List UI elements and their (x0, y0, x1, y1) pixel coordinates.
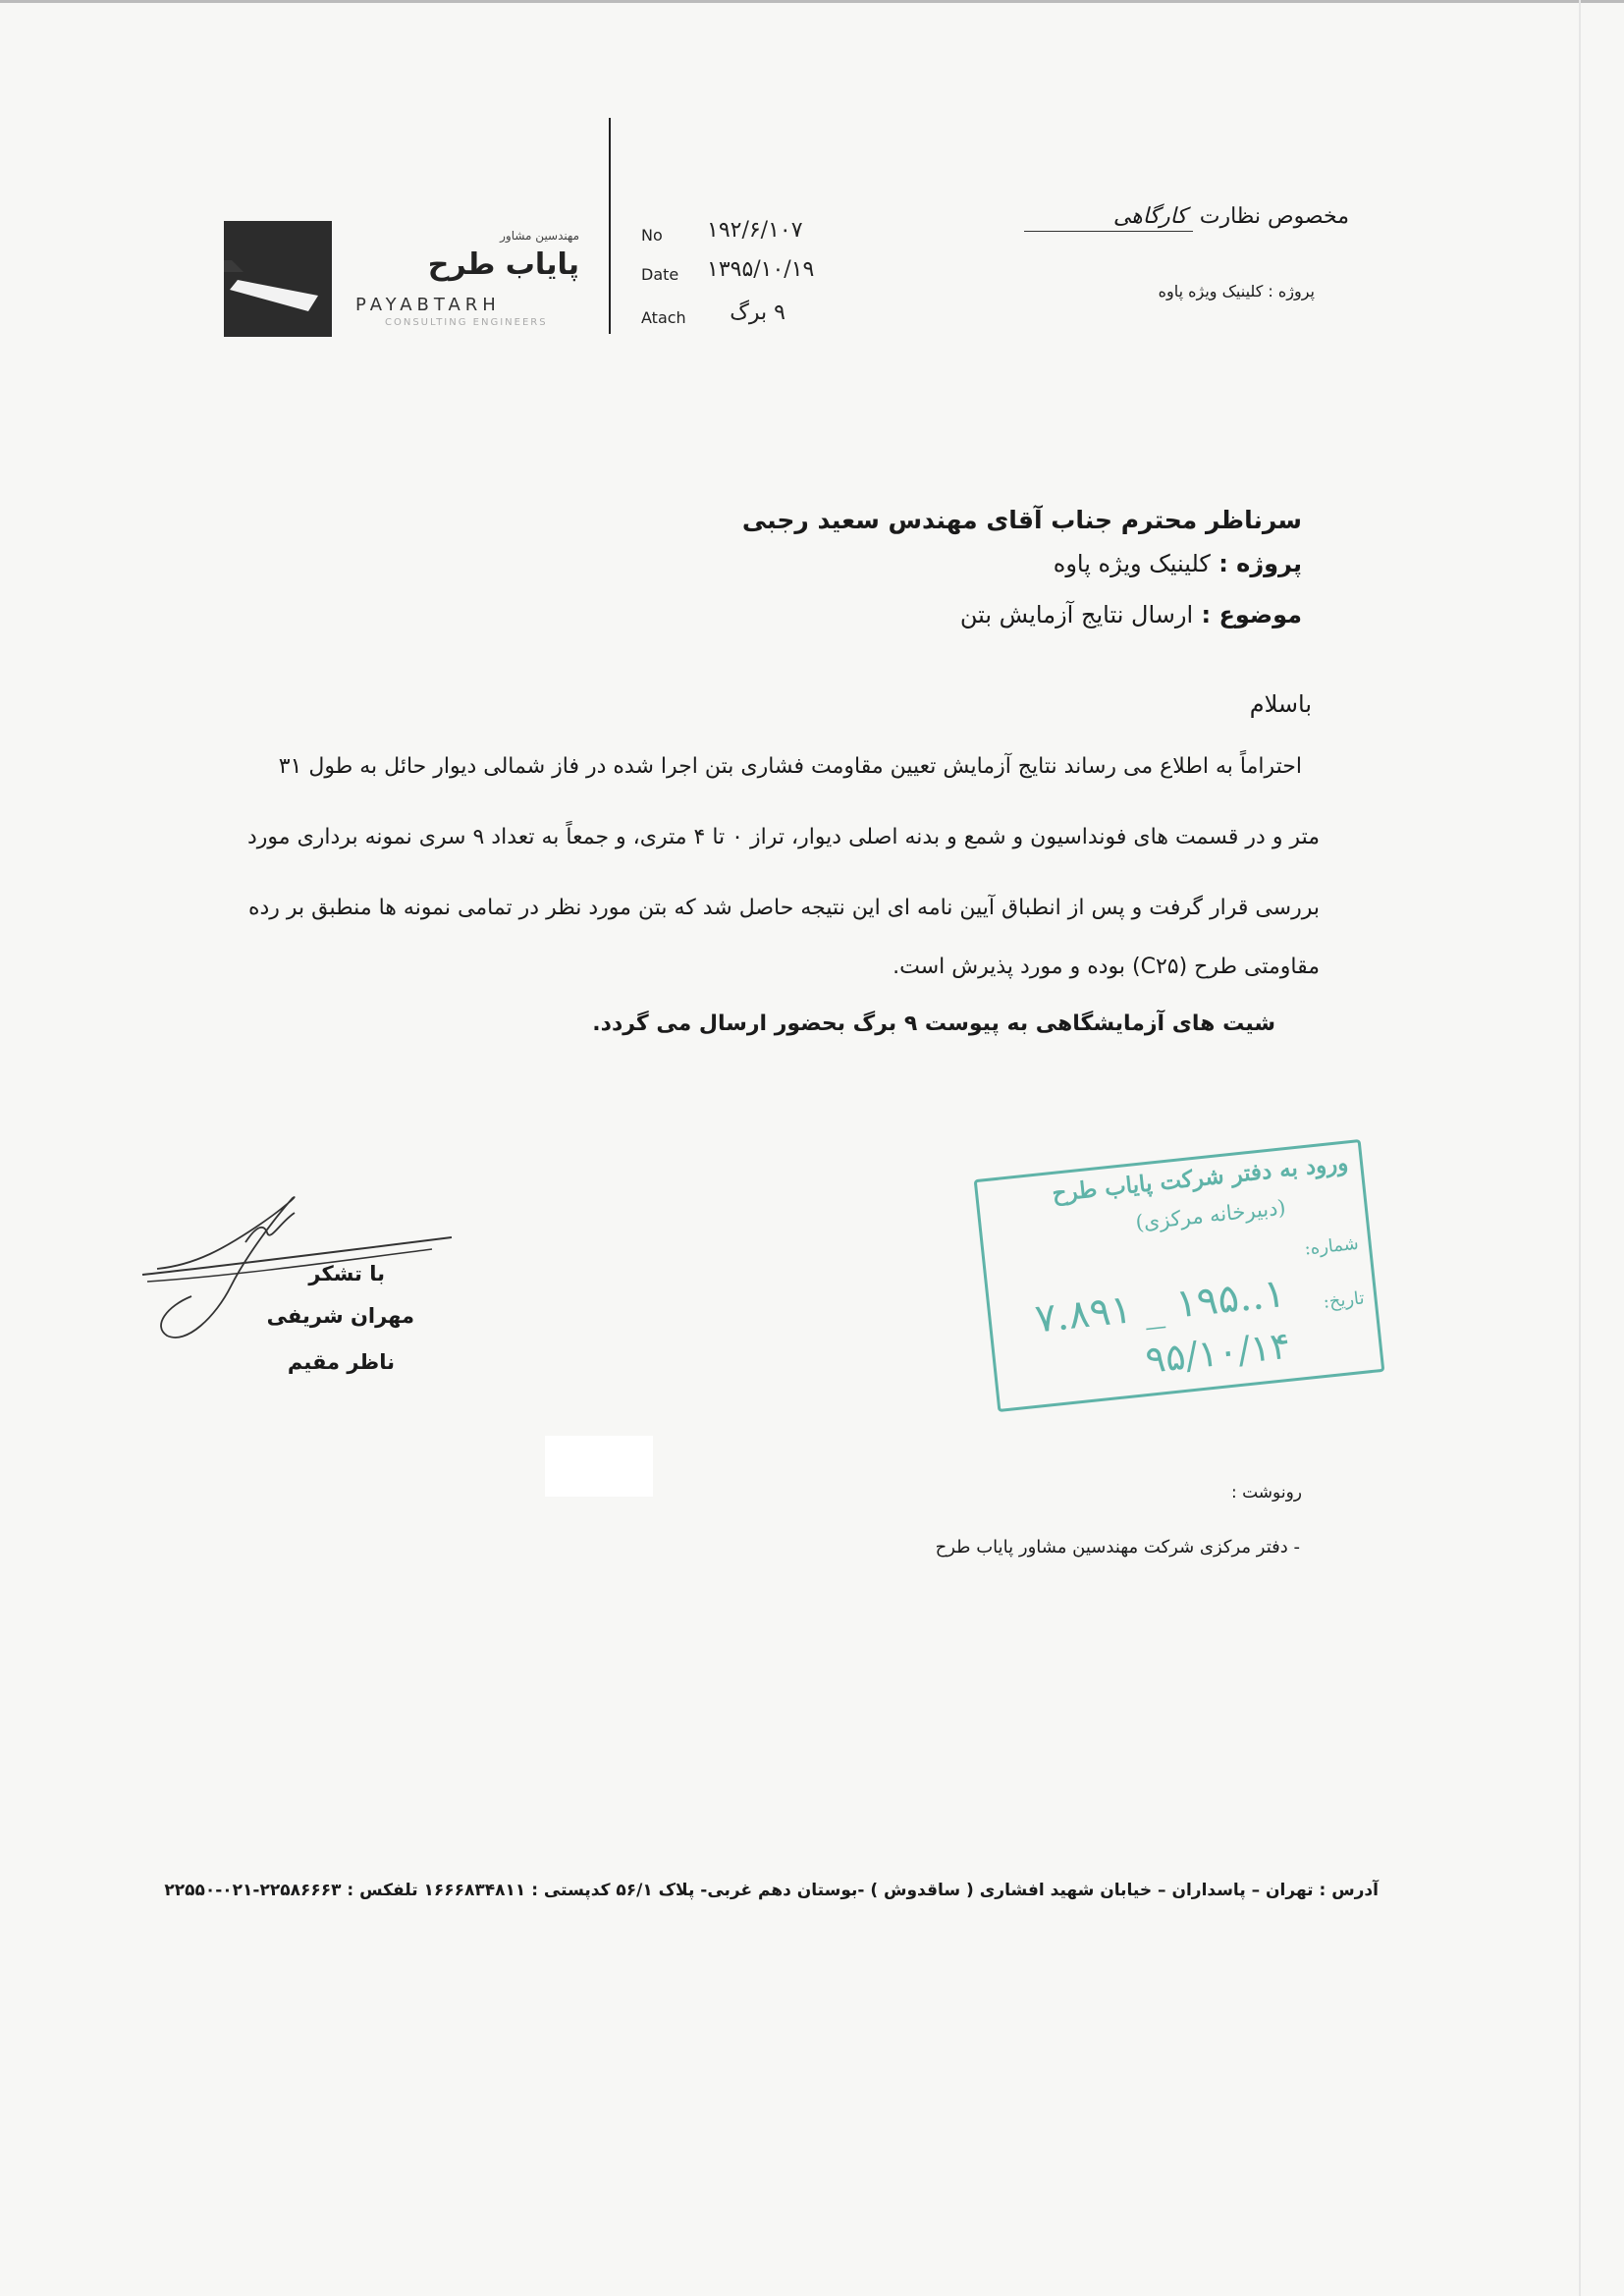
project-label: پروژه : (1218, 550, 1302, 577)
stamp-date-label: تاریخ: (1322, 1287, 1366, 1313)
stamp-line-2: (دبیرخانه مرکزی) (1134, 1195, 1287, 1235)
right-edge-line (1579, 0, 1581, 2296)
logo-firm-english: PAYABTARH (355, 295, 501, 315)
meta-date-label: Date (641, 265, 679, 284)
footer-address: آدرس : تهران – پاسداران – خیابان شهید افشاری ( ساقدوش ) -بوستان دهم غربی- پلاک ۵۶/۱ کدپستی : ۱۶۶۶۸۳۴۸۱۱ تلفکس : ۲۲۵۸۶۶۶۳-۰۲۱-۲۲۵۵۰ (164, 1881, 1379, 1900)
signer-name: مهران شریفی (266, 1304, 414, 1328)
header-title-prefix: مخصوص نظارت (1199, 204, 1349, 229)
header-title (1022, 204, 1349, 232)
logo-firm-persian: پایاب طرح (427, 247, 579, 282)
header-project: پروژه : کلینیک ویژه پاوه (1158, 282, 1315, 301)
meta-date-value: ۱۳۹۵/۱۰/۱۹ (707, 257, 815, 282)
project-value: کلینیک ویژه پاوه (1053, 550, 1211, 577)
body-line-2: متر و در قسمت های فونداسیون و شمع و بدنه اصلی دیوار، تراز ۰ تا ۴ متری، و جمعاً به تعداد ۹ سری نمونه برداری مورد (247, 825, 1320, 849)
stamp-line-1: ورود به دفتر شرکت پایاب طرح (1051, 1149, 1350, 1207)
subject-line (960, 601, 1302, 629)
header-title-handwritten: کارگاهی (1024, 204, 1193, 232)
stamp-date-value: ۹۵/۱۰/۱۴ (1143, 1323, 1293, 1382)
stamp-number-value: ۱..۱۹۵ _ ۷.۸۹۱ (1032, 1270, 1287, 1342)
attachment-line: شیت های آزمایشگاهی به پیوست ۹ برگ بحضور ارسال می گردد. (592, 1011, 1275, 1036)
body-line-1: احتراماً به اطلاع می رساند نتایج آزمایش تعیین مقاومت فشاری بتن اجرا شده در فاز شمالی دیوار حائل به طول ۳۱ (278, 754, 1302, 779)
subject-label: موضوع : (1201, 601, 1302, 629)
signer-title: ناظر مقیم (287, 1350, 395, 1374)
cc-item: - دفتر مرکزی شرکت مهندسین مشاور پایاب طرح (935, 1537, 1300, 1558)
meta-attach-label: Atach (641, 308, 686, 327)
body-line-4: مقاومتی طرح (C۲۵) بوده و مورد پذیرش است. (893, 955, 1320, 979)
addressee: سرناظر محترم جناب آقای مهندس سعید رجبی (741, 506, 1302, 534)
top-edge-line (0, 0, 1624, 3)
receipt-stamp (974, 1139, 1385, 1412)
meta-attach-value: ۹ برگ (730, 301, 785, 325)
redacted-area (545, 1436, 653, 1497)
logo-firm-small: مهندسین مشاور (500, 229, 579, 243)
stamp-number-label: شماره: (1303, 1232, 1360, 1260)
meta-no-label: No (641, 226, 663, 245)
cc-label: رونوشت : (1230, 1483, 1302, 1503)
meta-no-value: ۱۹۲/۶/۱۰۷ (707, 218, 803, 243)
signature-thanks: با تشکر (308, 1262, 385, 1285)
project-line (1054, 550, 1302, 577)
logo-firm-english-sub: CONSULTING ENGINEERS (385, 317, 548, 328)
handwritten-signature (137, 1188, 461, 1365)
subject-value: ارسال نتایج آزمایش بتن (959, 601, 1194, 629)
body-line-3: بررسی قرار گرفت و پس از انطباق آیین نامه ای این نتیجه حاصل شد که بتن مورد نظر در تمامی نمونه ها منطبق بر رده (247, 896, 1320, 920)
company-logo (224, 221, 332, 337)
logo-mark-icon (224, 221, 332, 337)
header-divider (609, 118, 611, 334)
greeting: باسلام (1249, 690, 1312, 718)
